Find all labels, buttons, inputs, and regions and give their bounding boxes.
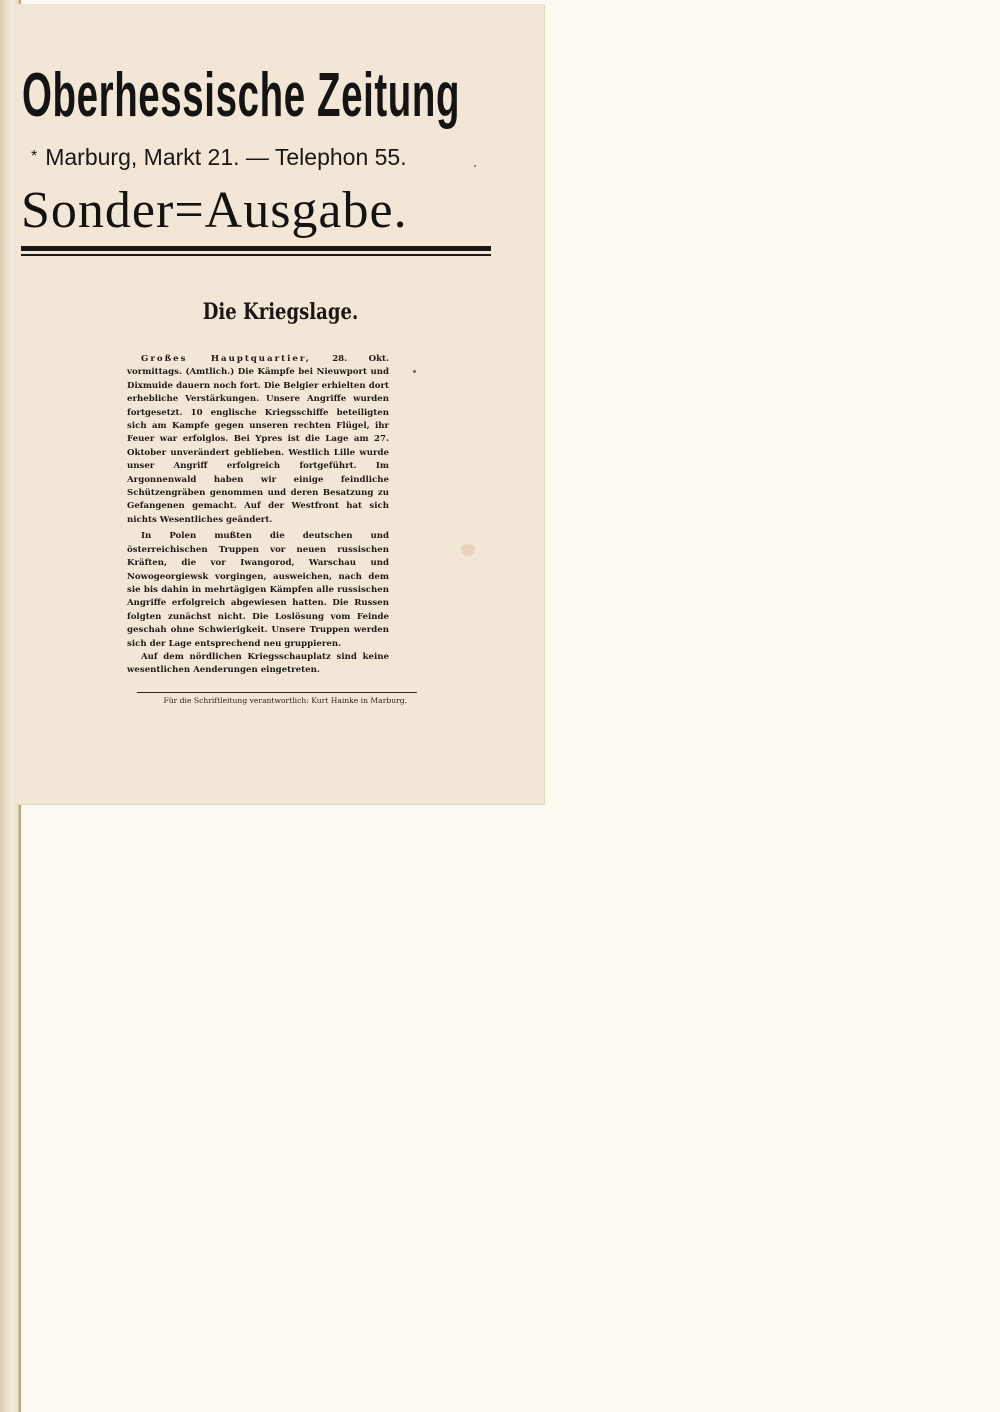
- footer-rule: [137, 692, 417, 693]
- address-line: [31, 142, 501, 172]
- article-paragraph: [127, 651, 389, 678]
- paragraph-text: In Polen mußten die deutschen und österreichischen Truppen vor neuen russischen Kräften, die vor Iwangorod, Warschau und Nowogeorgiewsk vorgingen, ausweichen, nach dem sie bis dahin in mehrtägigen Kämpfen alle russischen Angriffe erfolgreich abgewiesen hatten. Die Russen folgten zunächst nicht. Die Loslösung vom Feinde geschah ohne Schwierigkeit. Unsere Truppen werden sich der Lage entsprechend neu gruppieren.: [127, 531, 389, 649]
- section-heading: Die Kriegslage.: [202, 299, 359, 325]
- paragraph-text: 28. Okt. vormittags. (Amtlich.) Die Kämpfe bei Nieuwport und Dixmuide dauern noch fort. Die Belgier erhielten dort erhebliche Verstärkungen. Unsere Angriffe wurden fortgesetzt. 10 englische Kriegsschiffe beteiligten sich am Kampfe gegen unseren rechten Flügel, ihr Feuer war erfolglos. Bei Ypres ist die Lage am 27. Oktober unverändert geblieben. Westlich Lille wurde unser Angriff erfolgreich fortgeführt. Im Argonnenwald haben wir einige feindliche Schützengräben genommen und deren Besatzung zu Gefangenen gemacht. Auf der Westfront hat sich nichts Wesentliches geändert.: [127, 354, 389, 525]
- paper-stain: [461, 544, 475, 556]
- address-text: Marburg, Markt 21. — Telephon 55.: [45, 144, 407, 170]
- article-body: [127, 353, 389, 678]
- paragraph-lead: Großes Hauptquartier,: [141, 354, 311, 364]
- paper-speck: [413, 370, 416, 373]
- footer-responsible-editor: Für die Schriftleitung verantwortlich: Kurt Hainke in Marburg.: [163, 696, 407, 705]
- article-paragraph: [127, 353, 389, 527]
- newspaper-clipping: [17, 4, 544, 804]
- edition-title: Sonder=Ausgabe.: [21, 182, 408, 239]
- address-mark: *: [31, 148, 38, 165]
- header-rule-thin: [21, 254, 491, 256]
- article-paragraph: [127, 530, 389, 651]
- masthead: [22, 56, 502, 136]
- header-rule-thick: [21, 246, 491, 251]
- paper-speck: [474, 165, 476, 167]
- paragraph-text: Auf dem nördlichen Kriegsschauplatz sind keine wesentlichen Aenderungen eingetreten.: [127, 651, 389, 676]
- masthead-title: Oberhessische Zeitung: [22, 61, 461, 130]
